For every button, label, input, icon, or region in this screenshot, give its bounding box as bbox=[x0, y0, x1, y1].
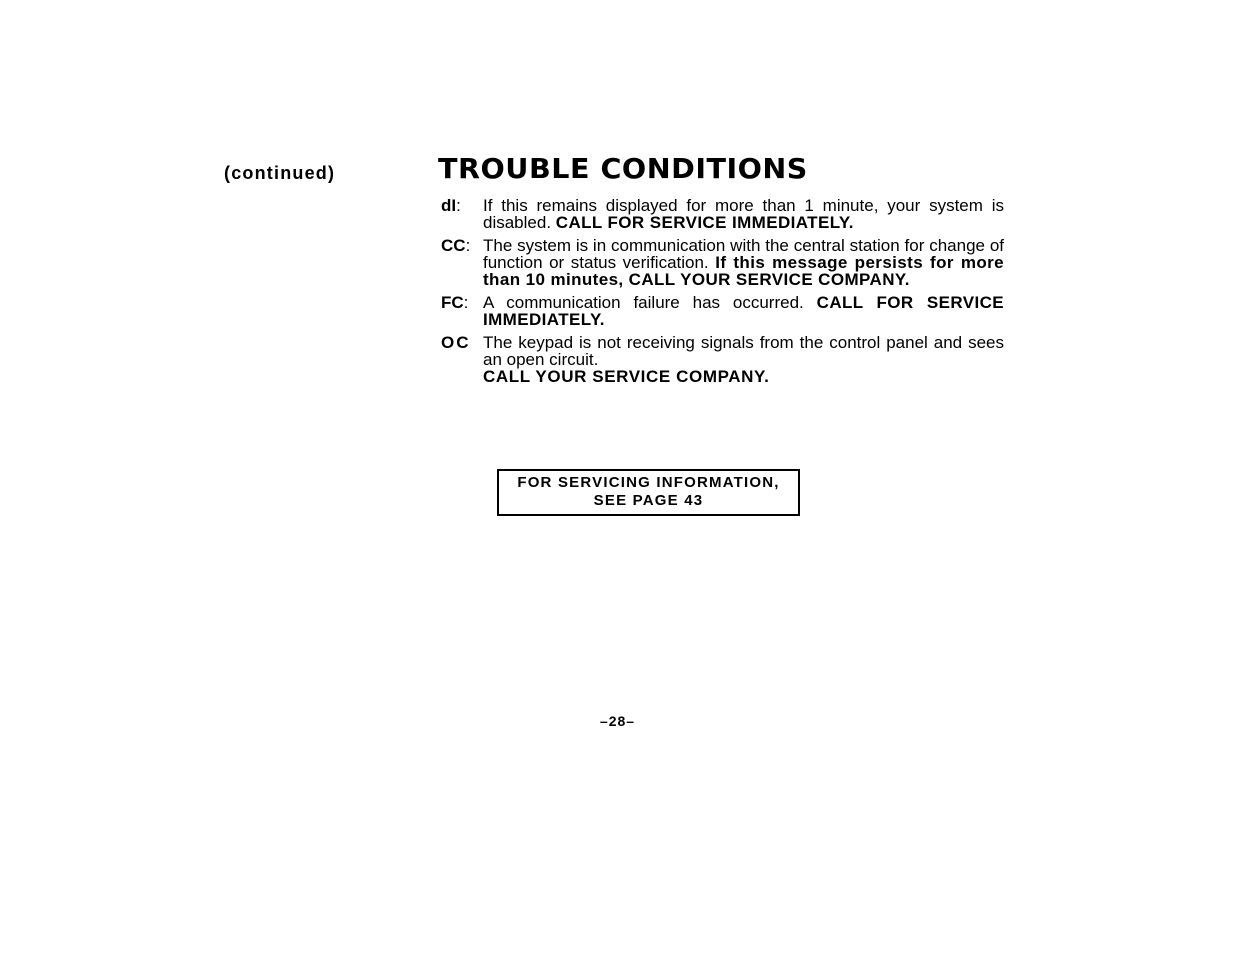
condition-description bbox=[483, 294, 1004, 328]
code-label: dI bbox=[441, 196, 457, 215]
condition-code bbox=[441, 334, 483, 385]
list-item bbox=[441, 294, 1004, 328]
description-text: If this remains displayed for more than 1 minute, your system is disabled. bbox=[483, 196, 1004, 232]
code-label: CC bbox=[441, 236, 466, 255]
condition-code bbox=[441, 237, 483, 288]
description-emphasis: If this message persists for more than 10 minutes, CALL YOUR SERVICE COMPANY. bbox=[483, 253, 1004, 289]
notice-line-2: SEE PAGE 43 bbox=[593, 492, 704, 509]
description-text: The system is in communication with the central station for change of function or status verification. bbox=[483, 236, 1004, 272]
condition-code bbox=[441, 294, 483, 328]
condition-description bbox=[483, 237, 1004, 288]
description-text: The keypad is not receiving signals from the control panel and sees an open circuit. bbox=[483, 333, 1004, 369]
condition-code bbox=[441, 197, 483, 231]
trouble-conditions-list bbox=[441, 197, 1004, 391]
servicing-notice-box bbox=[497, 469, 800, 516]
code-label: OC bbox=[441, 333, 471, 352]
list-item bbox=[441, 334, 1004, 385]
description-emphasis: CALL YOUR SERVICE COMPANY. bbox=[483, 367, 770, 386]
continued-label: (continued) bbox=[224, 163, 336, 183]
description-text: A communication failure has occurred. bbox=[483, 293, 817, 312]
page-number: –28– bbox=[599, 713, 636, 729]
page-title: TROUBLE CONDITIONS bbox=[438, 152, 808, 185]
code-separator: : bbox=[463, 293, 469, 312]
condition-description bbox=[483, 197, 1004, 231]
code-separator: : bbox=[456, 196, 461, 215]
code-separator: : bbox=[465, 236, 471, 255]
list-item bbox=[441, 197, 1004, 231]
description-emphasis: CALL FOR SERVICE IMMEDIATELY. bbox=[483, 293, 1004, 329]
condition-description bbox=[483, 334, 1004, 385]
code-label: FC bbox=[441, 293, 464, 312]
description-emphasis: CALL FOR SERVICE IMMEDIATELY. bbox=[555, 213, 854, 232]
notice-line-1: FOR SERVICING INFORMATION, bbox=[517, 474, 780, 491]
list-item bbox=[441, 237, 1004, 288]
